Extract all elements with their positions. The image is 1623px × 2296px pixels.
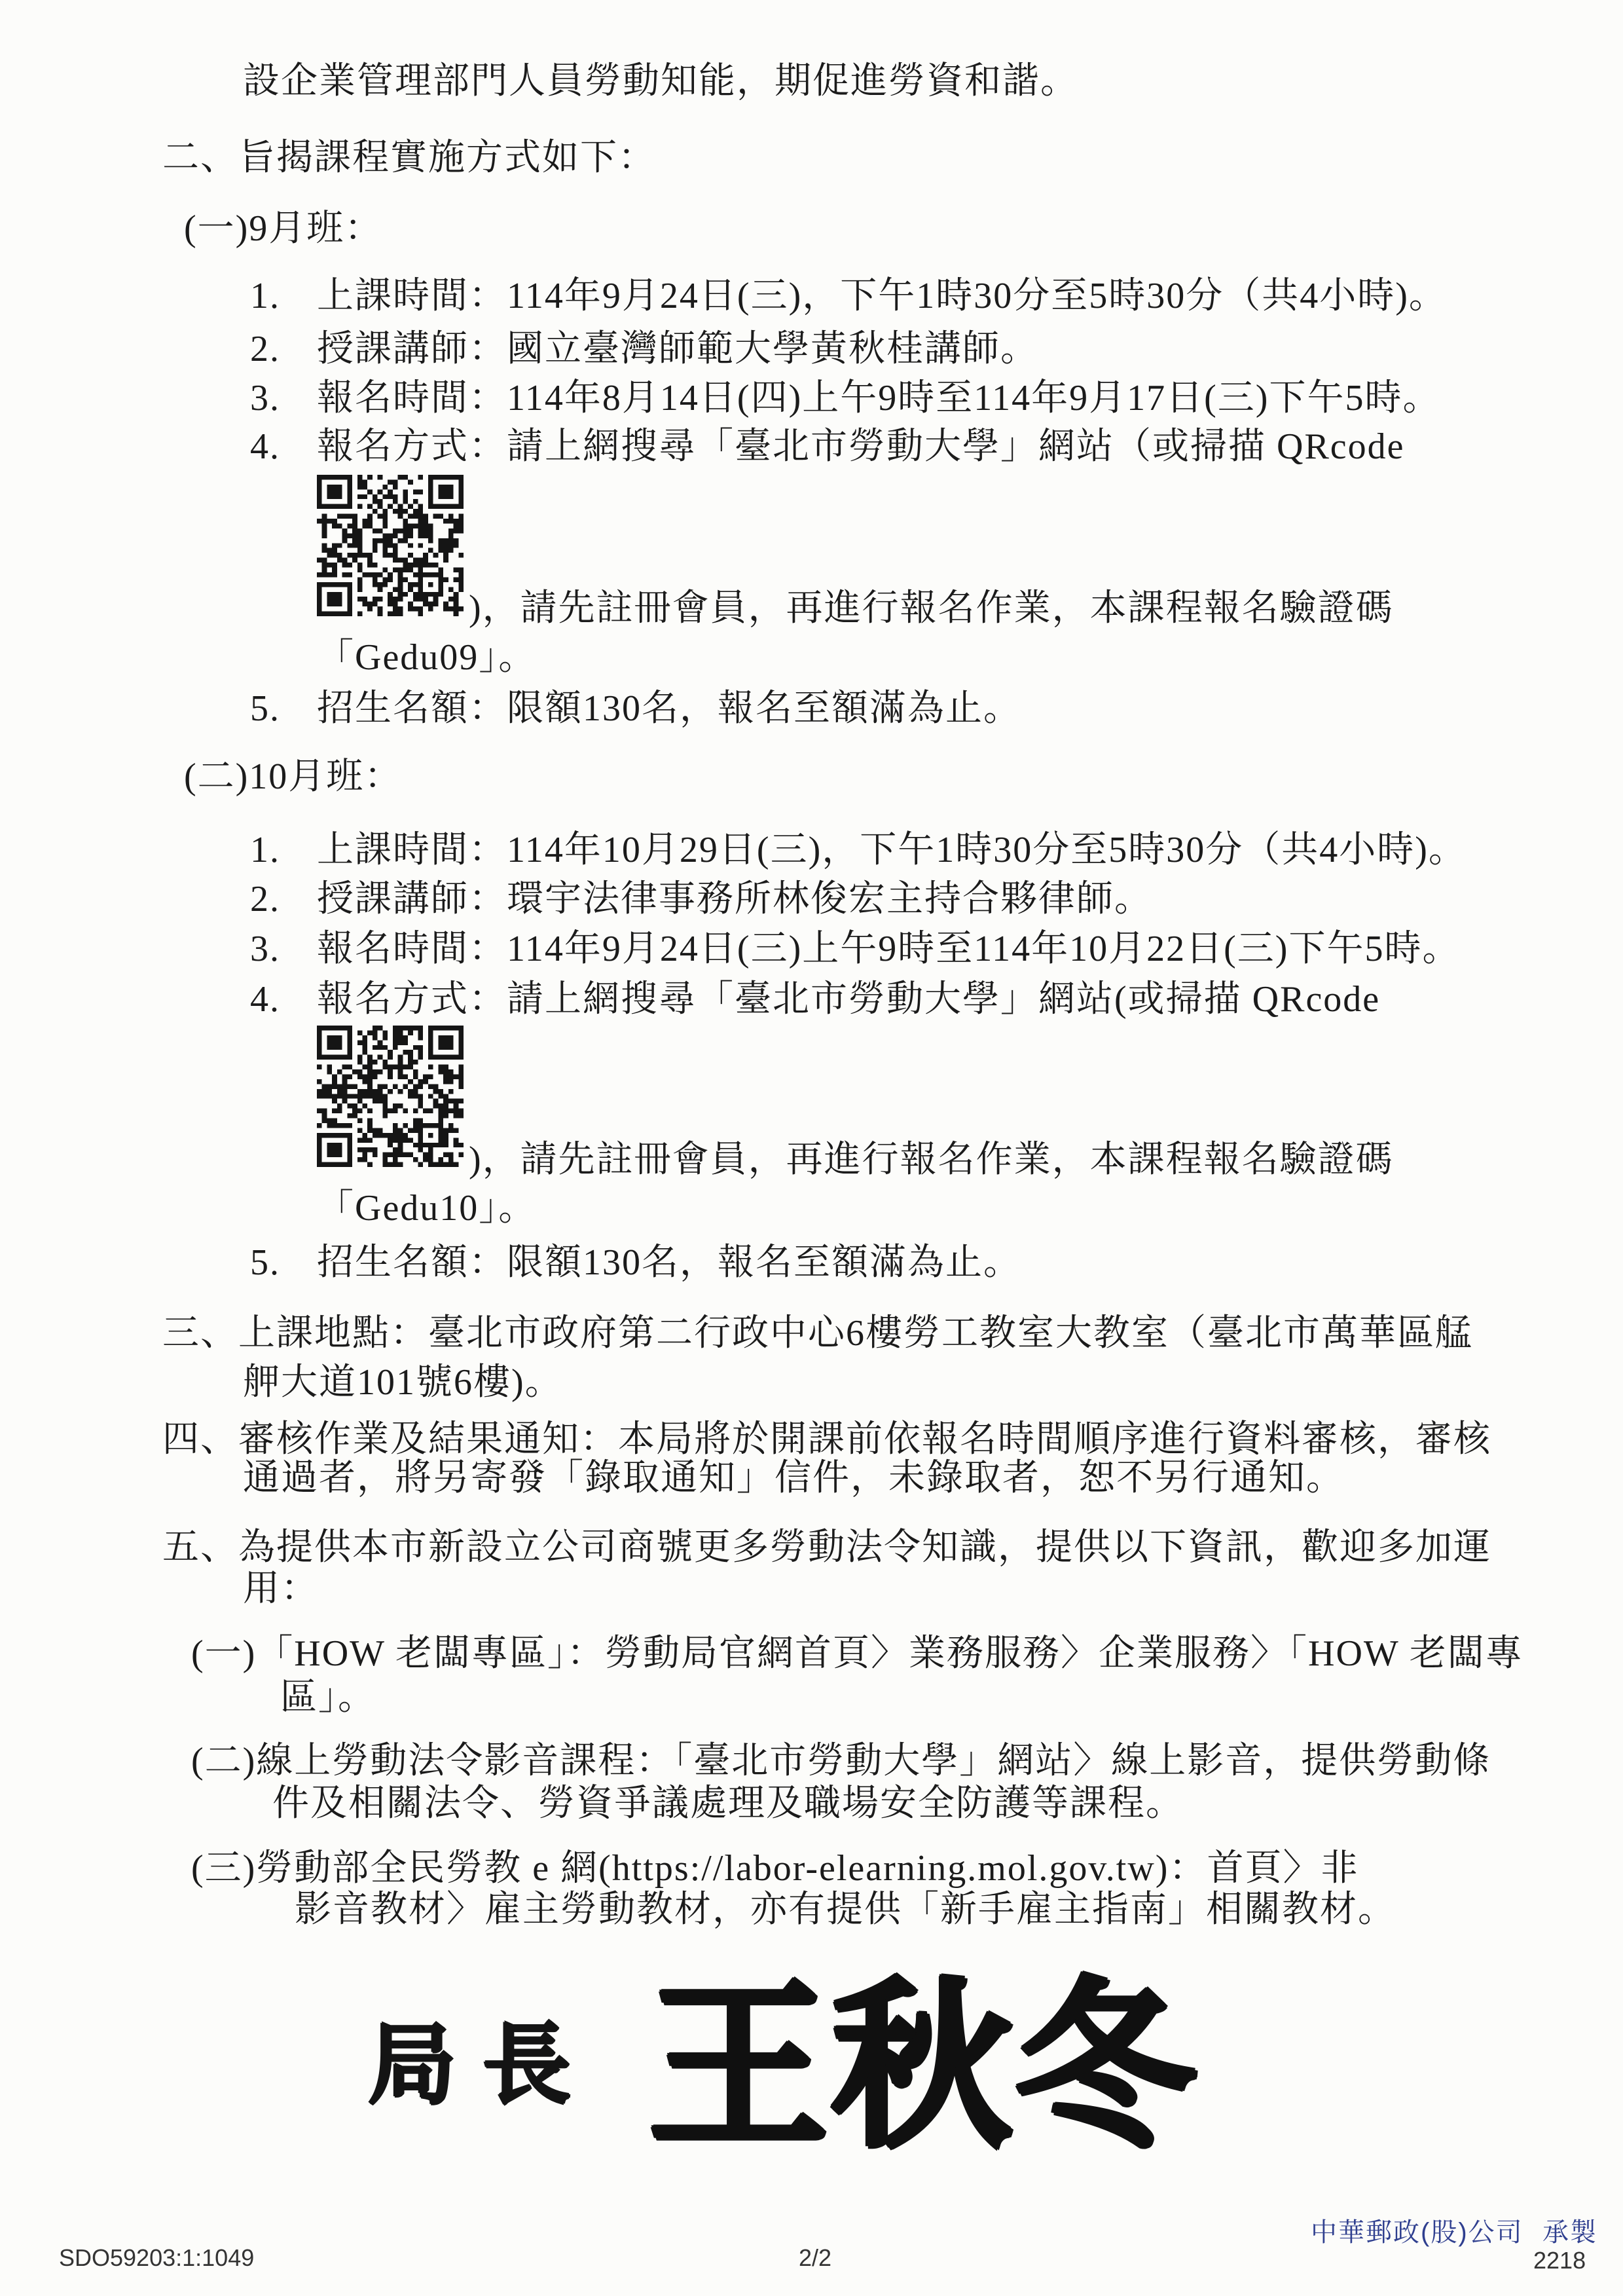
item-number: 2. [250,329,280,369]
section-5-item-line: 區」。 [280,1677,376,1718]
registration-period-text: 報名時間：114年8月14日(四)上午9時至114年9月17日(三)下午5時。 [317,378,1441,418]
item-number: 1. [250,276,280,316]
instructor-text: 授課講師：國立臺灣師範大學黃秋桂講師。 [317,329,1038,369]
intro-line: 設企業管理部門人員勞動知能，期促進勞資和諧。 [243,61,1078,102]
printer-suffix: 承製 [1542,2218,1597,2247]
registration-period-text: 報名時間：114年9月24日(三)上午9時至114年10月22日(三)下午5時。 [317,929,1461,969]
qr-alignment-pattern [418,572,443,597]
registration-method-continued: )，請先註冊會員，再進行報名作業，本課程報名驗證碼 [469,588,1394,629]
verification-code: 「Gedu09」。 [317,637,537,678]
qr-finder-pattern [317,1026,352,1060]
class-time-text: 上課時間：114年9月24日(三)，下午1時30分至5時30分（共4小時)。 [317,276,1447,316]
enrollment-quota-text: 招生名額：限額130名，報名至額滿為止。 [317,688,1021,729]
qr-finder-pattern [428,1026,464,1060]
registration-method-text: 報名方式：請上網搜尋「臺北市勞動大學」網站(或掃描 QRcode [317,979,1381,1020]
item-number: 4. [250,426,280,467]
signature-title: 局長 [368,2012,597,2117]
september-class-heading: (一)9月班： [184,208,383,249]
printer-code: 2218 [1533,2247,1586,2274]
document-id: SDO59203:1:1049 [59,2244,255,2271]
qr-finder-pattern [428,475,464,509]
section-5-item-line: (二)線上勞動法令影音課程：「臺北市勞動大學」網站〉線上影音，提供勞動條 [191,1741,1491,1781]
item-number: 1. [250,830,280,870]
qr-finder-pattern [317,475,352,509]
october-class-heading: (二)10月班： [184,756,403,797]
item-number: 3. [250,929,280,969]
section-5-item-line: 件及相關法令、勞資爭議處理及職場安全防護等課程。 [272,1783,1184,1824]
registration-method-continued: )，請先註冊會員，再進行報名作業，本課程報名驗證碼 [469,1139,1394,1180]
section-2-heading: 二、旨揭課程實施方式如下： [162,138,656,178]
item-number: 5. [250,1242,280,1283]
section-3-line: 舺大道101號6樓)。 [243,1362,563,1403]
qr-code [317,475,464,616]
section-4-line: 通過者，將另寄發「錄取通知」信件，未錄取者，恕不另行通知。 [243,1458,1344,1498]
page-number: 2/2 [799,2244,832,2271]
section-3-line: 三、上課地點：臺北市政府第二行政中心6樓勞工教室大教室（臺北市萬華區艋 [162,1313,1473,1354]
section-5-item-line: 影音教材〉雇主勞動教材，亦有提供「新手雇主指南」相關教材。 [295,1889,1396,1930]
section-5-line: 用： [243,1568,319,1609]
qr-code [317,1026,464,1167]
enrollment-quota-text: 招生名額：限額130名，報名至額滿為止。 [317,1242,1021,1283]
registration-method-text: 報名方式：請上網搜尋「臺北市勞動大學」網站（或掃描 QRcode [317,426,1405,467]
qr-alignment-pattern [418,1123,443,1147]
section-4-line: 四、審核作業及結果通知：本局將於開課前依報名時間順序進行資料審核，審核 [162,1419,1491,1460]
section-5-line: 五、為提供本市新設立公司商號更多勞動法令知識，提供以下資訊，歡迎多加運 [162,1527,1491,1568]
printer-name: 中華郵政(股)公司 [1311,2218,1523,2247]
verification-code: 「Gedu10」。 [317,1188,537,1229]
item-number: 5. [250,688,280,729]
item-number: 3. [250,378,280,418]
qr-finder-pattern [317,1133,352,1167]
section-5-item-line: (一)「HOW 老闆專區」：勞動局官網首頁〉業務服務〉企業服務〉「HOW 老闆專 [191,1633,1523,1674]
item-number: 4. [250,979,280,1020]
signature-name: 王秋冬 [648,1961,1198,2173]
instructor-text: 授課講師：環宇法律事務所林俊宏主持合夥律師。 [317,879,1152,919]
qr-finder-pattern [317,582,352,616]
class-time-text: 上課時間：114年10月29日(三)，下午1時30分至5時30分（共4小時)。 [317,830,1467,870]
section-5-item-line: (三)勞動部全民勞教 e 網(https://labor-elearning.mol.gov.tw)：首頁〉非 [191,1848,1359,1889]
item-number: 2. [250,879,280,919]
